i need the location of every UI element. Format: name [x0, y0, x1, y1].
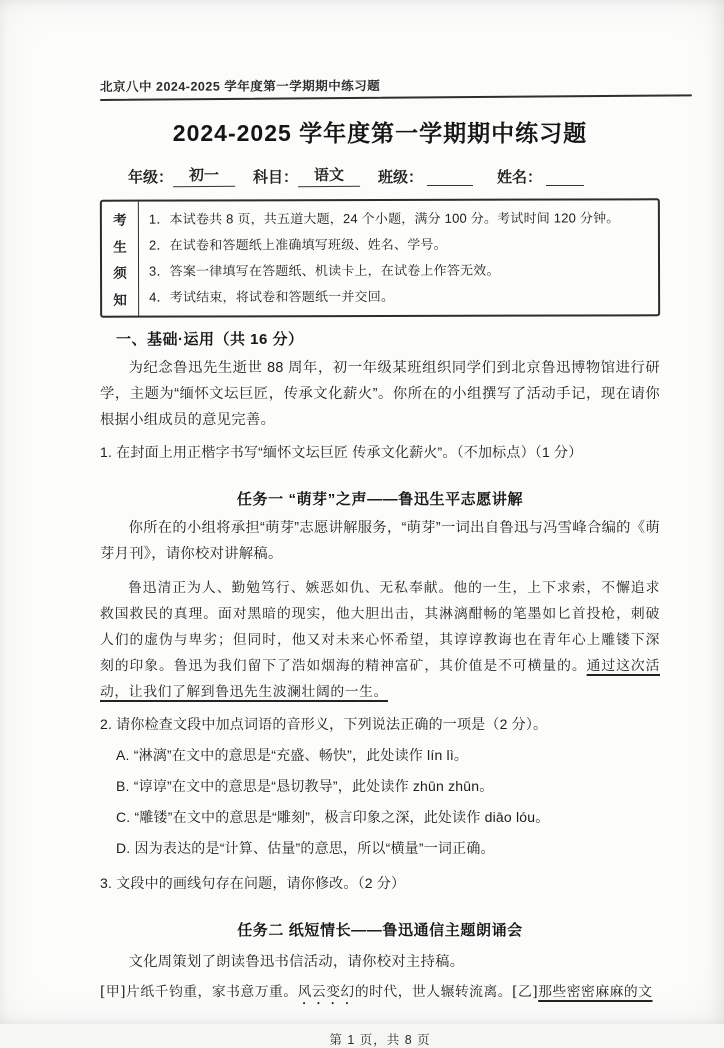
- task-1-lead: 你所在的小组将承担“萌芽”志愿讲解服务，“萌芽”一词出自鲁迅与冯雪峰合编的《萌芽月刊》，请你校对讲解稿。: [100, 515, 660, 567]
- page-number-footer: 第 1 页，共 8 页: [100, 1030, 660, 1048]
- option-d: D. 因为表达的是“计算、估量”的意思，所以“横量”一词正确。: [116, 833, 660, 864]
- question-2-options: [116, 740, 660, 864]
- question-3: 3. 文段中的画线句存在问题，请你修改。（2 分）: [100, 871, 660, 895]
- page-content: [100, 76, 660, 1048]
- notice-item: 4．考试结束，将试卷和答题纸一并交回。: [149, 283, 652, 310]
- name-blank-field: [546, 171, 584, 186]
- notice-side-label: [102, 202, 139, 316]
- notice-side-char: 须: [113, 262, 127, 282]
- notice-side-char: 知: [113, 289, 127, 309]
- task-2-lead: 文化周策划了朗读鲁迅书信活动，请你校对主持稿。: [100, 949, 660, 975]
- notice-item-list: [139, 200, 658, 315]
- jia-segment-2: 的时代，世人辗转流离。[乙]: [355, 984, 538, 1000]
- notice-side-char: 考: [113, 209, 127, 229]
- question-1: 1. 在封面上用正楷字书写“缅怀文坛巨匠 传承文化薪火”。（不加标点）（1 分）: [100, 440, 660, 464]
- section-1-intro: 为纪念鲁迅先生逝世 88 周年，初一年级某班组织同学们到北京鲁迅博物馆进行研学，主题为“缅怀文坛巨匠，传承文化薪火”。你所在的小组撰写了活动手记，现在请你根据小组成员的意见完善。: [100, 355, 660, 433]
- subject-label: 科目：: [253, 166, 298, 187]
- student-info-row: [128, 164, 660, 187]
- examinee-notice-box: [100, 198, 660, 317]
- header-divider-rule: [100, 94, 692, 101]
- task-1-heading: 任务一 “萌芽”之声——鲁迅生平志愿讲解: [100, 488, 660, 509]
- section-1-heading: 一、基础·运用（共 16 分）: [116, 328, 660, 349]
- name-label: 姓名：: [497, 166, 542, 187]
- option-b: B. “谆谆”在文中的意思是“恳切教导”，此处读作 zhūn zhūn。: [116, 771, 660, 802]
- yi-underlined-text: 那些密密麻麻的文: [538, 984, 652, 1000]
- class-label: 班级：: [378, 166, 423, 187]
- lecture-draft-passage: [100, 575, 660, 705]
- grade-label: 年级：: [128, 166, 173, 187]
- option-a: A. “淋漓”在文中的意思是“充盛、畅快”，此处读作 lín lì。: [116, 740, 660, 771]
- notice-item: 1．本试卷共 8 页，共五道大题，24 个小题，满分 100 分。考试时间 120 分钟。: [149, 205, 652, 232]
- grade-value: 初一: [173, 164, 235, 188]
- notice-item: 2．在试卷和答题纸上准确填写班级、姓名、学号。: [149, 231, 652, 258]
- notice-side-char: 生: [113, 235, 127, 255]
- question-2: 2. 请你检查文段中加点词语的音形义，下列说法正确的一项是（2 分）。: [100, 712, 660, 736]
- notice-item: 3．答案一律填写在答题纸、机读卡上，在试卷上作答无效。: [149, 257, 652, 284]
- passage-underlined-sentence: 通过这次活动，让我们了解到鲁迅先生波澜壮阔的一生。: [100, 658, 660, 700]
- jia-dotted-idiom: 风云变幻: [298, 984, 355, 1000]
- subject-value: 语文: [298, 164, 360, 188]
- school-header-line: 北京八中 2024-2025 学年度第一学期期中练习题: [100, 75, 660, 95]
- jia-segment-1: [甲]片纸千钧重，家书意万重。: [100, 984, 298, 1000]
- host-script-line: [100, 979, 660, 1008]
- exam-title: 2024-2025 学年度第一学期期中练习题: [100, 115, 660, 148]
- task-2-heading: 任务二 纸短情长——鲁迅通信主题朗诵会: [100, 919, 660, 940]
- option-c: C. “雕镂”在文中的意思是“雕刻”，极言印象之深，此处读作 diāo lóu。: [116, 802, 660, 833]
- passage-main-text: 鲁迅清正为人、勤勉笃行、嫉恶如仇、无私奉献。他的一生，上下求索，不懈追求救国救民的真理。面对黑暗的现实，他大胆出击，其淋漓酣畅的笔墨如匕首投枪，刺破人们的虚伪与卑劣；但同时，他又对未来心怀希望，其谆谆教诲也在青年心上雕镂下深刻的印象。鲁迅为我们留下了浩如烟海的精神富矿，其价值是不可横量的。: [100, 580, 660, 674]
- class-blank-field: [427, 171, 473, 186]
